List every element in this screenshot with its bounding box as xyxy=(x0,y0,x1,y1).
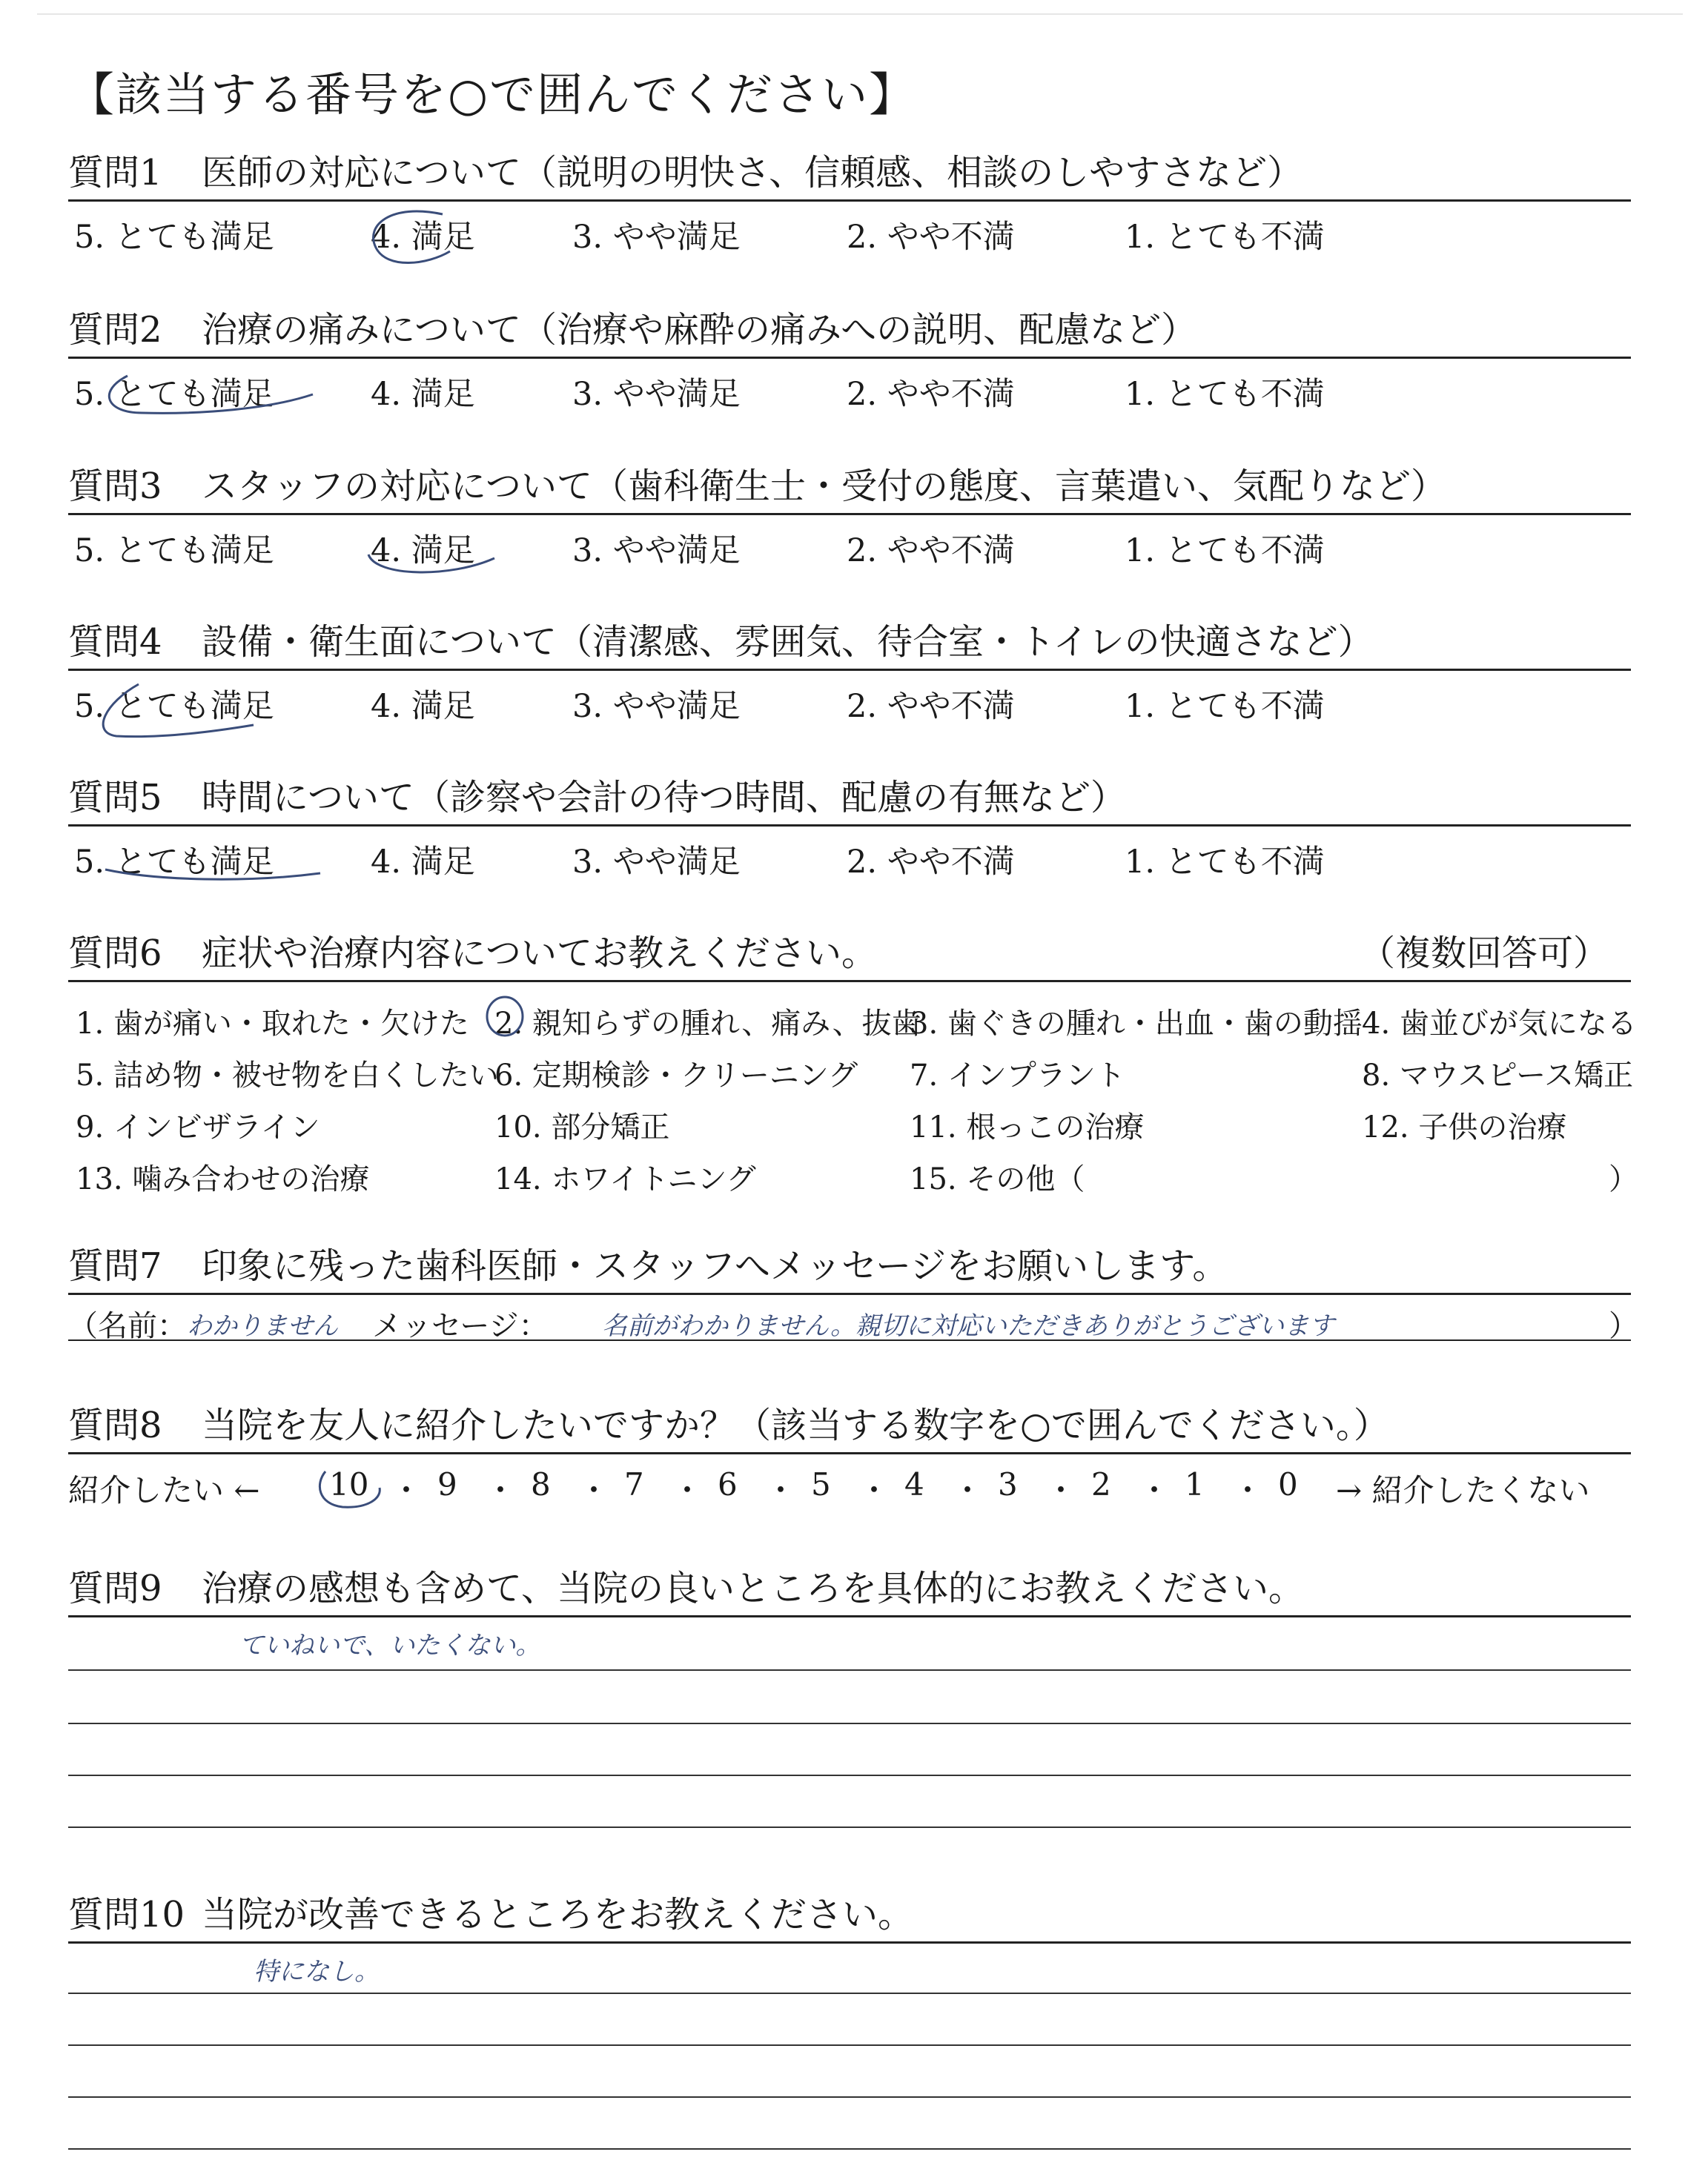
symptom-options xyxy=(68,982,1638,1199)
question-text: 設備・衛生面について（清潔感、雰囲気、待合室・トイレの快適さなど） xyxy=(202,621,1374,663)
question-text: 当院を友人に紹介したいですか？（該当する数字を○で囲んでください。） xyxy=(202,1405,1389,1446)
question-number: 質問4 xyxy=(68,621,162,663)
scale-value[interactable]: 1 xyxy=(1185,1466,1205,1503)
ruled-line xyxy=(68,1775,1631,1776)
answer-area[interactable] xyxy=(68,1944,1631,2166)
question-number: 質問9 xyxy=(68,1568,162,1609)
form-instruction-title: 【該当する番号を○で囲んでください】 xyxy=(68,67,917,122)
question-6 xyxy=(68,933,1638,1199)
scale-value[interactable]: 9 xyxy=(437,1466,457,1503)
ruled-line xyxy=(68,1723,1631,1724)
question-8 xyxy=(68,1405,1631,1514)
option-3[interactable]: 3. やや満足 xyxy=(572,376,741,413)
question-4 xyxy=(68,621,1631,723)
option-5[interactable]: 5. とても満足 xyxy=(74,376,274,413)
other-close-paren: ） xyxy=(1609,1162,1638,1196)
name-label: （名前： xyxy=(68,1309,187,1343)
symptom-option[interactable]: 12. 子供の治療 xyxy=(1362,1110,1567,1145)
question-number: 質問3 xyxy=(68,466,162,507)
symptom-option[interactable]: 1. 歯が痛い・取れた・欠けた xyxy=(76,1007,469,1041)
question-6-heading xyxy=(68,933,1631,982)
rating-options xyxy=(68,827,1631,881)
message-label: メッセージ： xyxy=(372,1309,549,1343)
scale-dot: ・ xyxy=(1232,1472,1264,1508)
scale-dot: ・ xyxy=(578,1472,610,1508)
question-1 xyxy=(68,152,1631,254)
question-text: 時間について（診察や会計の待つ時間、配慮の有無など） xyxy=(202,777,1127,818)
option-2[interactable]: 2. やや不満 xyxy=(847,532,1015,569)
option-4[interactable]: 4. 満足 xyxy=(371,532,475,569)
option-5[interactable]: 5. とても満足 xyxy=(74,844,274,881)
question-7-heading xyxy=(68,1245,1631,1295)
question-5 xyxy=(68,777,1631,881)
name-field[interactable]: わかりません xyxy=(187,1311,338,1341)
question-9 xyxy=(68,1568,1631,1884)
option-4[interactable]: 4. 満足 xyxy=(371,219,475,256)
question-text: 印象に残った歯科医師・スタッフへメッセージをお願いします。 xyxy=(202,1245,1228,1287)
question-number: 質問10 xyxy=(68,1894,185,1935)
question-number: 質問2 xyxy=(68,309,162,351)
symptom-option[interactable]: 8. マウスピース矯正 xyxy=(1362,1059,1634,1093)
ruled-line xyxy=(68,2148,1631,2150)
answer-area[interactable] xyxy=(68,1617,1631,1884)
scale-dot: ・ xyxy=(858,1472,890,1508)
symptom-option[interactable]: 14. ホワイトニング xyxy=(494,1162,756,1196)
question-number: 質問6 xyxy=(68,933,162,974)
question-8-heading xyxy=(68,1405,1631,1454)
symptom-option[interactable]: 9. インビザライン xyxy=(76,1110,320,1145)
scale-value[interactable]: 2 xyxy=(1091,1466,1111,1503)
question-text: 当院が改善できるところをお教えください。 xyxy=(202,1894,914,1935)
page-top-border xyxy=(37,13,1683,15)
option-1[interactable]: 1. とても不満 xyxy=(1125,376,1325,413)
rating-options xyxy=(68,202,1631,254)
option-5[interactable]: 5. とても満足 xyxy=(74,532,274,569)
option-2[interactable]: 2. やや不満 xyxy=(847,844,1015,881)
ruled-line xyxy=(68,1826,1631,1828)
scale-value[interactable]: 8 xyxy=(531,1466,551,1503)
rating-options xyxy=(68,359,1631,411)
question-number: 質問8 xyxy=(68,1405,162,1446)
option-3[interactable]: 3. やや満足 xyxy=(572,844,741,881)
question-5-heading xyxy=(68,777,1631,827)
scale-dot: ・ xyxy=(952,1472,984,1508)
question-number: 質問7 xyxy=(68,1245,162,1287)
rating-options xyxy=(68,671,1631,723)
scale-dot: ・ xyxy=(391,1472,423,1508)
question-2 xyxy=(68,309,1631,411)
symptom-option[interactable]: 6. 定期検診・クリーニング xyxy=(494,1059,858,1093)
question-10 xyxy=(68,1894,1631,2166)
scale-value[interactable]: 7 xyxy=(624,1466,644,1503)
question-text: スタッフの対応について（歯科衛生士・受付の態度、言葉遣い、気配りなど） xyxy=(202,466,1447,507)
message-field[interactable]: 名前がわかりません。親切に対応いただきありがとうございます xyxy=(602,1311,1335,1341)
option-3[interactable]: 3. やや満足 xyxy=(572,219,741,256)
scale-value[interactable]: 6 xyxy=(718,1466,738,1503)
symptom-option[interactable]: 11. 根っこの治療 xyxy=(910,1110,1145,1145)
option-5[interactable]: 5. とても満足 xyxy=(74,688,274,725)
answer-text: ていねいで、いたくない。 xyxy=(239,1631,541,1660)
question-text: 治療の感想も含めて、当院の良いところを具体的にお教えください。 xyxy=(202,1568,1305,1609)
answer-text: 特になし。 xyxy=(254,1957,380,1987)
question-7 xyxy=(68,1245,1638,1343)
option-3[interactable]: 3. やや満足 xyxy=(572,532,741,569)
scale-value[interactable]: 10 xyxy=(329,1466,369,1503)
question-3 xyxy=(68,466,1631,567)
option-1[interactable]: 1. とても不満 xyxy=(1125,219,1325,256)
symptom-option[interactable]: 3. 歯ぐきの腫れ・出血・歯の動揺 xyxy=(910,1007,1363,1041)
scale-value[interactable]: 0 xyxy=(1278,1466,1298,1503)
question-number: 質問5 xyxy=(68,777,162,818)
ruled-line xyxy=(68,2044,1631,2046)
scale-value[interactable]: 5 xyxy=(811,1466,831,1503)
option-2[interactable]: 2. やや不満 xyxy=(847,376,1015,413)
question-9-heading xyxy=(68,1568,1631,1617)
symptom-option-other[interactable]: 15. その他（ xyxy=(910,1162,1085,1196)
scale-dot: ・ xyxy=(765,1472,797,1508)
scale-dot: ・ xyxy=(1045,1472,1077,1508)
scale-dot: ・ xyxy=(1139,1472,1171,1508)
symptom-option[interactable]: 5. 詰め物・被せ物を白くしたい xyxy=(76,1059,499,1093)
ruled-line xyxy=(68,1993,1631,1994)
question-2-heading xyxy=(68,309,1631,359)
symptom-option[interactable]: 2. 親知らずの腫れ、痛み、抜歯 xyxy=(494,1007,921,1041)
question-text: 治療の痛みについて（治療や麻酔の痛みへの説明、配慮など） xyxy=(202,309,1197,351)
scale-dot: ・ xyxy=(672,1472,704,1508)
scale-value[interactable]: 3 xyxy=(998,1466,1018,1503)
option-4[interactable]: 4. 満足 xyxy=(371,844,475,881)
question-text: 医師の対応について（説明の明快さ、信頼感、相談のしやすさなど） xyxy=(202,152,1303,193)
option-1[interactable]: 1. とても不満 xyxy=(1125,532,1325,569)
ruled-line xyxy=(68,1669,1631,1671)
option-2[interactable]: 2. やや不満 xyxy=(847,219,1015,256)
symptom-option[interactable]: 4. 歯並びが気になる xyxy=(1362,1007,1637,1041)
symptom-option[interactable]: 7. インプラント xyxy=(910,1059,1125,1093)
option-2[interactable]: 2. やや不満 xyxy=(847,688,1015,725)
message-line xyxy=(68,1295,1638,1343)
option-3[interactable]: 3. やや満足 xyxy=(572,688,741,725)
message-close-paren: ） xyxy=(1609,1309,1638,1343)
question-1-heading xyxy=(68,152,1631,202)
question-10-heading xyxy=(68,1894,1631,1944)
scale-dot: ・ xyxy=(485,1472,517,1508)
scale-left-label: 紹介したい ← xyxy=(68,1472,260,1508)
question-text: 症状や治療内容についてお教えください。 xyxy=(202,933,878,974)
symptom-option[interactable]: 10. 部分矯正 xyxy=(494,1110,670,1145)
multiple-answers-note: （複数回答可） xyxy=(1359,933,1609,974)
symptom-option[interactable]: 13. 噛み合わせの治療 xyxy=(76,1162,370,1196)
question-number: 質問1 xyxy=(68,152,162,193)
option-4[interactable]: 4. 満足 xyxy=(371,376,475,413)
scale-right-label: → 紹介したくない xyxy=(1336,1472,1590,1508)
rating-options xyxy=(68,515,1631,567)
option-4[interactable]: 4. 満足 xyxy=(371,688,475,725)
option-5[interactable]: 5. とても満足 xyxy=(74,219,274,256)
option-1[interactable]: 1. とても不満 xyxy=(1125,844,1325,881)
scale-value[interactable]: 4 xyxy=(904,1466,924,1503)
question-3-heading xyxy=(68,466,1631,515)
ruled-line xyxy=(68,2096,1631,2098)
option-1[interactable]: 1. とても不満 xyxy=(1125,688,1325,725)
question-4-heading xyxy=(68,621,1631,671)
recommend-scale xyxy=(68,1454,1631,1514)
